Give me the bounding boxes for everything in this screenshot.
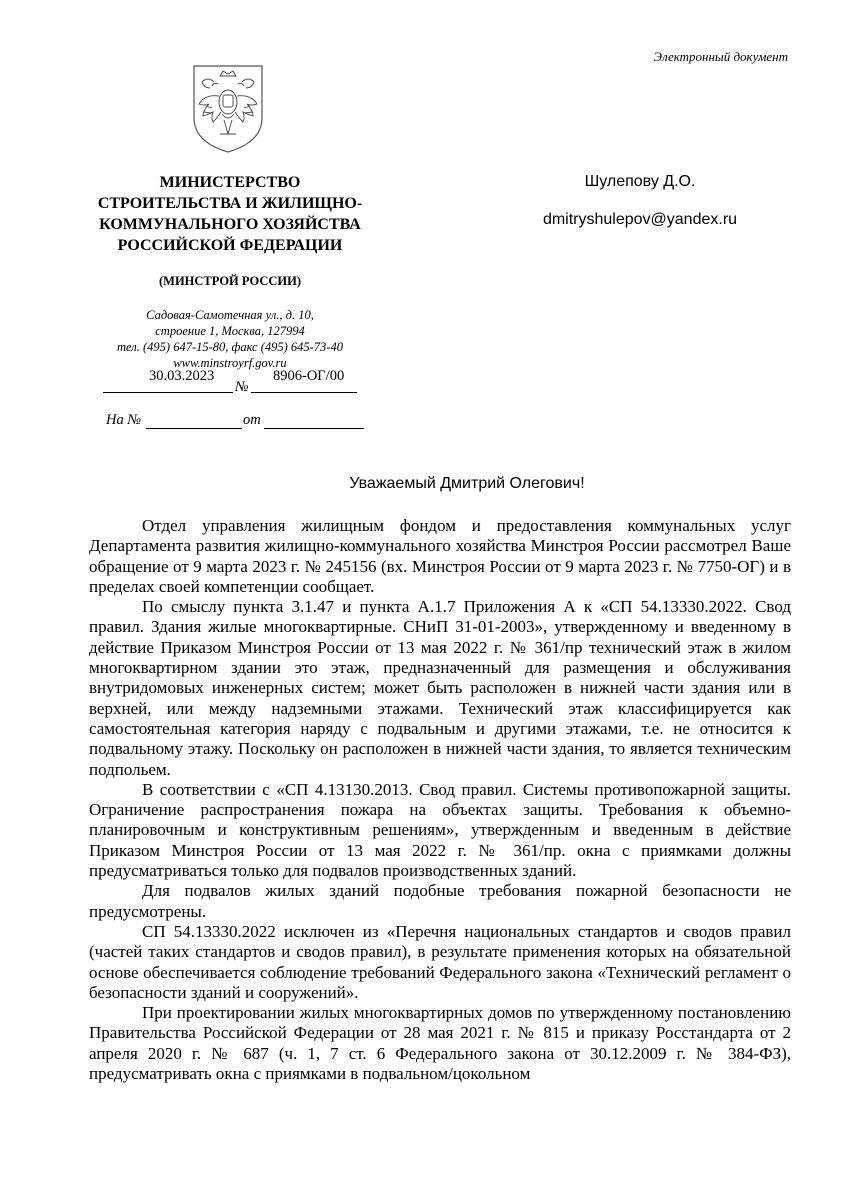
registration-number: 8906-ОГ/00 [273, 368, 345, 384]
registration-date: 30.03.2023 [149, 368, 215, 384]
paragraph: Отдел управления жилищным фондом и предоставления коммунальных услуг Департамента развития жилищно-коммунального хозяйства Минстроя России рассмотрел Ваше обращение от 9 марта 2023 г. № 245156 (вх. Минстроя России от 9 марта 2023 г. № 7750-ОГ) и в пределах своей компетенции сообщает. [89, 516, 791, 596]
number-underline [251, 392, 357, 393]
reference-line [106, 412, 362, 434]
paragraph: Для подвалов жилых зданий подобные требования пожарной безопасности не предусмотрены. [89, 881, 791, 921]
sender-block [90, 172, 370, 371]
number-sign-label: № [235, 379, 249, 395]
reference-number-label: На № [106, 412, 142, 428]
paragraph: По смыслу пункта 3.1.47 и пункта А.1.7 Приложения А к «СП 54.13330.2022. Свод правил. Здания жилые многоквартирные. СНиП 31-01-2003», утвержденному и введенному в действие Приказом Минстроя России от 13 мая 2022 г. № 361/пр технический этаж в жилом многоквартирном здании это этаж, предназначенный для размещения и обслуживания внутридомовых инженерных систем; может быть расположен в нижней части здания или в верхней, или между надземными этажами. Технический этаж классифицируется как самостоятельная категория наряду с подвальным и другими этажами, т.е. не относится к подвальному этажу. Поскольку он расположен в нижней части здания, то является техническим подпольем. [89, 597, 791, 779]
paragraph: СП 54.13330.2022 исключен из «Перечня национальных стандартов и сводов правил (частей таких стандартов и сводов правил), в результате применения которых на обязательной основе обеспечивается соблюдение требований Федерального закона «Технический регламент о безопасности зданий и сооружений». [89, 921, 791, 1002]
registration-line [103, 365, 357, 397]
recipient-block [520, 170, 760, 232]
date-underline [103, 392, 233, 393]
document-type-label: Электронный документ [653, 49, 788, 64]
letter-body [89, 516, 791, 1084]
paragraph: В соответствии с «СП 4.13130.2013. Свод правил. Системы противопожарной защиты. Ограничение распространения пожара на объектах защиты. Требования к объемно-планировочным и конструктивным решениям», утвержденным и введенным в действие Приказом Минстроя России от 13 мая 2022 г. № 361/пр. окна с приямками должны предусматриваться только для подвалов производственных зданий. [89, 779, 791, 881]
reference-date-label: от [243, 412, 261, 428]
recipient-email: dmitryshulepov@yandex.ru [542, 211, 738, 228]
sender-address: Садовая-Самотечная ул., д. 10, строение 1, Москва, 127994 тел. (495) 647-15-80, факс (495) 645-73-40 www.minstroyrf.gov.ru [117, 308, 343, 370]
recipient-name: Шулепову Д.О. [584, 173, 696, 190]
reference-number-underline [146, 428, 242, 429]
coat-of-arms-emblem [190, 62, 266, 154]
paragraph: При проектировании жилых многоквартирных домов по утвержденному постановлению Правительства Российской Федерации от 28 мая 2021 г. № 815 и приказу Росстандарта от 2 апреля 2020 г. № 687 (ч. 1, 7 ст. 6 Федерального закона от 30.12.2009 г. № 384-ФЗ), предусматривать окна с приямками в подвальном/цокольном [89, 1003, 791, 1084]
ministry-short-name: (МИНСТРОЙ РОССИИ) [158, 274, 301, 288]
ministry-name: МИНИСТЕРСТВО СТРОИТЕЛЬСТВА И ЖИЛИЩНО- КОММУНАЛЬНОГО ХОЗЯЙСТВА РОССИЙСКОЙ ФЕДЕРАЦИИ [97, 174, 363, 254]
reference-date-underline [264, 428, 364, 429]
greeting: Уважаемый Дмитрий Олегович! [349, 475, 585, 492]
